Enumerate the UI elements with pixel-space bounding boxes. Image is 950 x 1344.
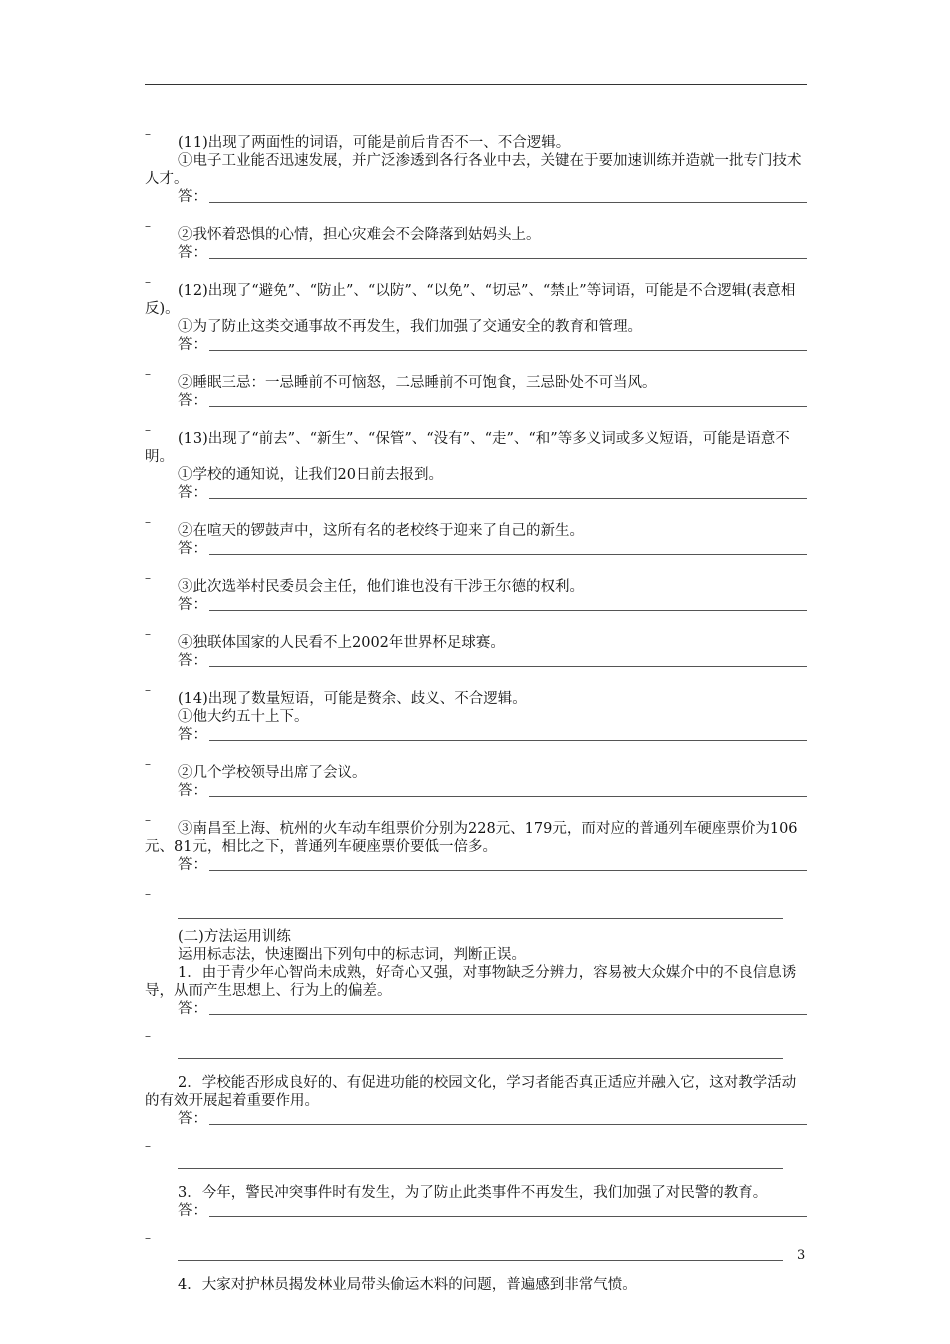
answer-blank[interactable] (209, 554, 807, 555)
q13-block-4 (145, 628, 807, 670)
answer-line[interactable] (178, 856, 807, 874)
margin-dash: – (145, 1231, 151, 1245)
q14-item-1: ①他大约五十上下。 (178, 709, 309, 725)
answer-blank[interactable] (209, 1124, 807, 1125)
q12-heading: (12)出现了“避免”、“防止”、“以防”、“以免”、“切忌”、“禁止”等词语，可能是不合逻辑(表意相反)。 (145, 283, 796, 317)
s2-item-2: 2．学校能否形成良好的、有促进功能的校园文化，学习者能否真正适应并融入它，这对教学活动的有效开展起着重要作用。 (145, 1075, 797, 1109)
q13-block-3 (145, 572, 807, 614)
q11-block (145, 128, 807, 206)
header-rule (145, 84, 807, 85)
q13-heading: (13)出现了“前去”、“新生”、“保管”、“没有”、“走”、“和”等多义词或多义短语，可能是语意不明。 (145, 431, 790, 465)
margin-dash: – (145, 887, 151, 901)
answer-blank[interactable] (209, 1216, 807, 1217)
margin-dash: – (145, 127, 151, 141)
margin-dash: – (145, 627, 151, 641)
answer-line[interactable] (178, 726, 807, 744)
margin-dash: – (145, 367, 151, 381)
answer-label: 答： (178, 597, 207, 613)
s2-item-1: 1．由于青少年心智尚未成熟，好奇心又强，对事物缺乏分辨力，容易被大众媒介中的不良信息诱导，从而产生思想上、行为上的偏差。 (145, 965, 797, 999)
answer-blank[interactable] (209, 258, 807, 259)
section-rule (178, 1168, 783, 1169)
margin-dash: – (145, 1029, 151, 1043)
q13-block (145, 424, 807, 502)
section-rule (178, 918, 783, 919)
answer-blank[interactable] (209, 498, 807, 499)
answer-line[interactable] (178, 782, 807, 800)
q13-item-3: ③此次选举村民委员会主任，他们谁也没有干涉王尔德的权利。 (178, 579, 584, 595)
section-2-title: (二)方法运用训练 (178, 929, 291, 945)
answer-blank[interactable] (209, 406, 807, 407)
answer-blank[interactable] (209, 350, 807, 351)
answer-line[interactable] (178, 244, 807, 262)
margin-dash: – (145, 757, 151, 771)
q12-block (145, 276, 807, 354)
q12-item-2: ②睡眠三忌：一忌睡前不可恼怒，二忌睡前不可饱食，三忌卧处不可当风。 (178, 375, 657, 391)
section-break (145, 1220, 807, 1266)
margin-dash: – (145, 571, 151, 585)
margin-dash: – (145, 423, 151, 437)
answer-line[interactable] (178, 188, 807, 206)
answer-blank[interactable] (209, 666, 807, 667)
answer-line[interactable] (178, 596, 807, 614)
answer-label: 答： (178, 337, 207, 353)
answer-line[interactable] (178, 652, 807, 670)
answer-line[interactable] (178, 392, 807, 410)
answer-blank[interactable] (209, 202, 807, 203)
answer-label: 答： (178, 1111, 207, 1127)
q13-block-2 (145, 516, 807, 558)
page-number: 3 (797, 1248, 806, 1263)
answer-label: 答： (178, 727, 207, 743)
margin-dash: – (145, 1139, 151, 1153)
section-2-instruction: 运用标志法，快速圈出下列句中的标志词，判断正误。 (178, 947, 526, 963)
answer-line[interactable] (178, 1110, 807, 1128)
margin-dash: – (145, 813, 151, 827)
q11-heading: (11)出现了两面性的词语，可能是前后肯否不一、不合逻辑。 (178, 135, 571, 151)
q12-block-2 (145, 368, 807, 410)
section-rule (178, 1260, 783, 1261)
q14-heading: (14)出现了数量短语，可能是赘余、歧义、不合逻辑。 (178, 691, 527, 707)
answer-label: 答： (178, 1001, 207, 1017)
q13-item-1: ①学校的通知说，让我们20日前去报到。 (178, 467, 443, 483)
q11-item-2: ②我怀着恐惧的心情，担心灾难会不会降落到姑妈头上。 (178, 227, 541, 243)
q14-block (145, 684, 807, 744)
margin-dash: – (145, 275, 151, 289)
margin-dash: – (145, 515, 151, 529)
answer-line[interactable] (178, 1202, 807, 1220)
answer-blank[interactable] (209, 796, 807, 797)
q14-block-2 (145, 758, 807, 800)
q13-item-4: ④独联体国家的人民看不上2002年世界杯足球赛。 (178, 635, 505, 651)
q13-item-2: ②在喧天的锣鼓声中，这所有名的老校终于迎来了自己的新生。 (178, 523, 584, 539)
answer-line[interactable] (178, 540, 807, 558)
answer-line[interactable] (178, 336, 807, 354)
answer-label: 答： (178, 245, 207, 261)
answer-blank[interactable] (209, 610, 807, 611)
q14-item-3: ③南昌至上海、杭州的火车动车组票价分别为228元、179元，而对应的普通列车硬座票价为106元、81元，相比之下，普通列车硬座票价要低一倍多。 (145, 821, 798, 855)
section-break (145, 1128, 807, 1174)
margin-dash: – (145, 683, 151, 697)
answer-label: 答： (178, 783, 207, 799)
answer-label: 答： (178, 189, 207, 205)
q11-item-1: ①电子工业能否迅速发展，并广泛渗透到各行各业中去，关键在于要加速训练并造就一批专门技术人才。 (145, 153, 802, 187)
answer-line[interactable] (178, 1000, 807, 1018)
q11-block-2 (145, 220, 807, 262)
document-body (145, 128, 807, 1294)
q14-block-3 (145, 814, 807, 874)
margin-dash: – (145, 219, 151, 233)
section-break (145, 1018, 807, 1064)
section-rule (178, 1058, 783, 1059)
s2-item-4: 4．大家对护林员揭发林业局带头偷运木料的问题，普遍感到非常气愤。 (178, 1277, 637, 1293)
q12-item-1: ①为了防止这类交通事故不再发生，我们加强了交通安全的教育和管理。 (178, 319, 642, 335)
answer-blank[interactable] (209, 740, 807, 741)
q14-item-2: ②几个学校领导出席了会议。 (178, 765, 367, 781)
answer-label: 答： (178, 1203, 207, 1219)
answer-label: 答： (178, 393, 207, 409)
s2-item-3: 3．今年，警民冲突事件时有发生，为了防止此类事件不再发生，我们加强了对民警的教育。 (178, 1185, 768, 1201)
answer-blank[interactable] (209, 1014, 807, 1015)
answer-label: 答： (178, 857, 207, 873)
answer-blank[interactable] (209, 870, 807, 871)
answer-label: 答： (178, 485, 207, 501)
answer-label: 答： (178, 541, 207, 557)
answer-label: 答： (178, 653, 207, 669)
answer-line[interactable] (178, 484, 807, 502)
section-break (145, 888, 807, 928)
